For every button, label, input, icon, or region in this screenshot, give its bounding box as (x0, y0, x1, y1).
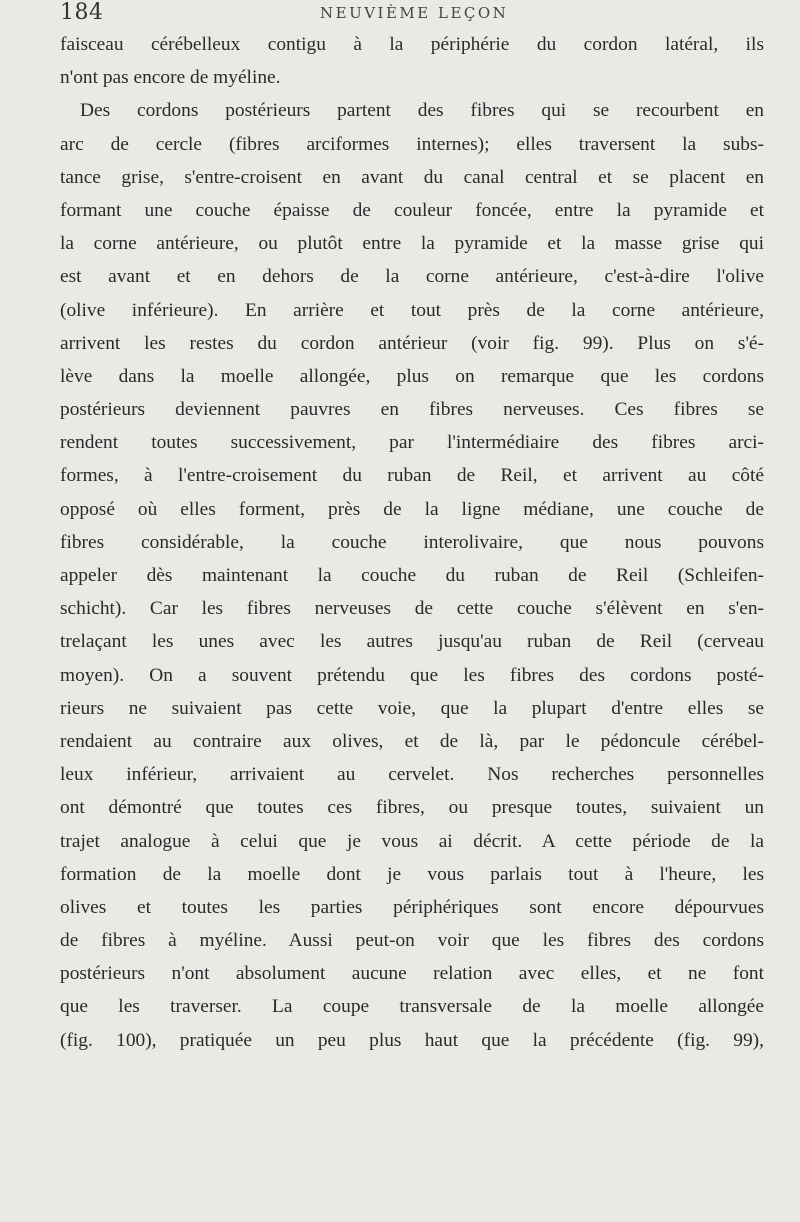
text-line: la corne antérieure, ou plutôt entre la pyramide et la masse grise qui (60, 233, 764, 255)
text-line: que les traverser. La coupe transversale de la moelle allongée (60, 996, 764, 1018)
text-line: formant une couche épaisse de couleur foncée, entre la pyramide et (60, 199, 764, 221)
text-line: formes, à l'entre-croisement du ruban de Reil, et arrivent au côté (60, 465, 764, 487)
text-line: n'ont pas encore de myéline. (60, 67, 281, 89)
text-line: leux inférieur, arrivaient au cervelet. Nos recherches personnelles (60, 764, 764, 786)
running-title: NEUVIÈME LEÇON (320, 4, 509, 22)
text-line: trelaçant les unes avec les autres jusqu'au ruban de Reil (cerveau (60, 631, 764, 653)
text-line: arrivent les restes du cordon antérieur (voir fig. 99). Plus on s'é- (60, 332, 764, 354)
text-line: postérieurs n'ont absolument aucune relation avec elles, et ne font (60, 963, 764, 985)
text-line: opposé où elles forment, près de la ligne médiane, une couche de (60, 498, 764, 520)
text-line: trajet analogue à celui que je vous ai décrit. A cette période de la (60, 830, 764, 852)
text-line: (olive inférieure). En arrière et tout près de la corne antérieure, (60, 299, 764, 321)
page-number: 184 (60, 0, 104, 25)
text-line: de fibres à myéline. Aussi peut-on voir que les fibres des cordons (60, 930, 764, 952)
text-line: rendent toutes successivement, par l'intermédiaire des fibres arci- (60, 432, 764, 454)
text-line: est avant et en dehors de la corne antérieure, c'est-à-dire l'olive (60, 266, 764, 288)
text-line: tance grise, s'entre-croisent en avant du canal central et se placent en (60, 166, 764, 188)
text-line: Des cordons postérieurs partent des fibres qui se recourbent en (80, 100, 764, 122)
text-line: faisceau cérébelleux contigu à la périphérie du cordon latéral, ils (60, 34, 764, 55)
body-text (60, 28, 764, 1057)
text-line: fibres considérable, la couche interolivaire, que nous pouvons (60, 531, 764, 553)
text-line: formation de la moelle dont je vous parlais tout à l'heure, les (60, 863, 764, 885)
text-line: schicht). Car les fibres nerveuses de cette couche s'élèvent en s'en- (60, 598, 764, 620)
text-line: lève dans la moelle allongée, plus on remarque que les cordons (60, 365, 764, 387)
text-line: rendaient au contraire aux olives, et de là, par le pédoncule cérébel- (60, 730, 764, 752)
text-line: arc de cercle (fibres arciformes internes); elles traversent la subs- (60, 133, 764, 155)
text-line: postérieurs deviennent pauvres en fibres nerveuses. Ces fibres se (60, 399, 764, 421)
text-line: moyen). On a souvent prétendu que les fibres des cordons posté- (60, 664, 764, 686)
text-line: (fig. 100), pratiquée un peu plus haut que la précédente (fig. 99), (60, 1029, 764, 1051)
text-line: olives et toutes les parties périphériques sont encore dépourvues (60, 896, 764, 918)
text-line: ont démontré que toutes ces fibres, ou presque toutes, suivaient un (60, 797, 764, 819)
text-line: rieurs ne suivaient pas cette voie, que la plupart d'entre elles se (60, 697, 764, 719)
text-line: appeler dès maintenant la couche du ruban de Reil (Schleifen- (60, 565, 764, 586)
